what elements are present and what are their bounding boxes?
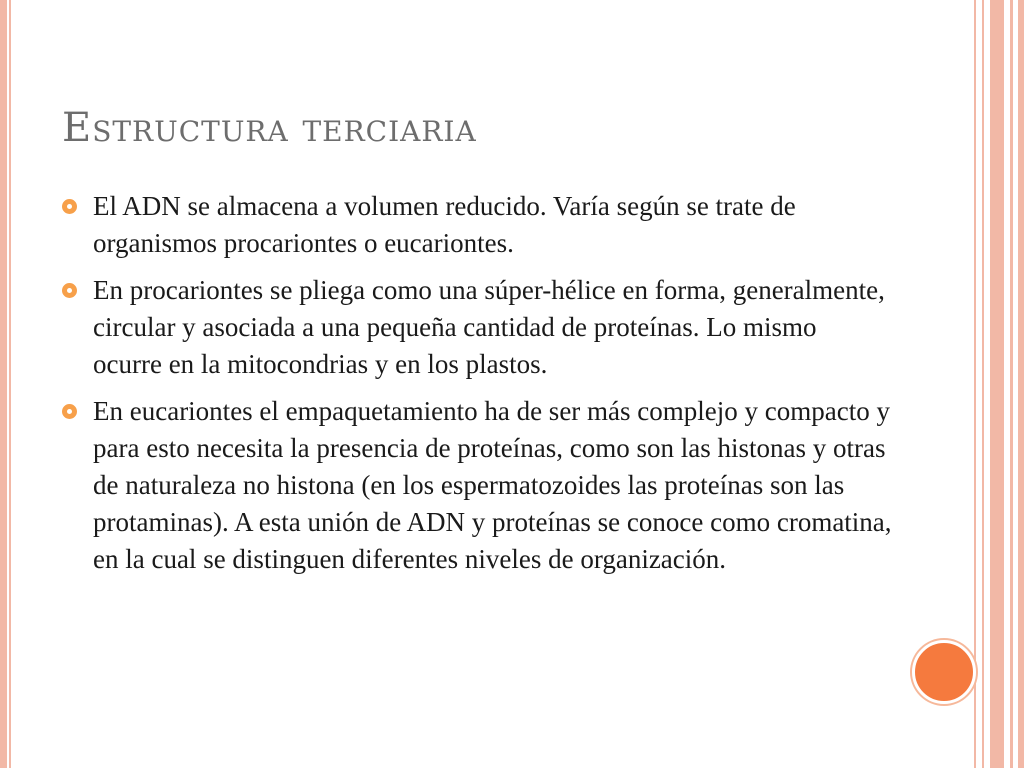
decorative-stripe [990,0,1004,768]
bullet-text: El ADN se almacena a volumen reducido. Varía según se trate de organismos procariontes o eucariontes. [93,191,796,258]
decorative-stripe [974,0,976,768]
bullet-text: En eucariontes el empaquetamiento ha de ser más complejo y compacto y para esto necesita la presencia de proteínas, como son las histonas y otras de naturaleza no histona (en los espermatozoides las proteínas son las protaminas). A esta unión de ADN y proteínas se conoce como cromatina, en la cual se distinguen diferentes niveles de organización. [93,396,892,574]
left-decorative-rule [0,0,11,768]
bullet-item [62,188,892,262]
decorative-stripe [982,0,984,768]
decorative-orange-circle [912,640,976,704]
bullet-text: En procariontes se pliega como una súper-hélice en forma, generalmente, circular y asociada a una pequeña cantidad de proteínas. Lo mismo ocurre en la mitocondrias y en los plastos. [93,275,885,379]
circle-bullet-icon [62,199,77,214]
circle-bullet-icon [62,283,77,298]
right-decorative-rules [974,0,1024,768]
decorative-stripe [1010,0,1013,768]
bullet-list [62,188,892,588]
slide-title: Estructura terciaria [62,105,477,151]
decorative-stripe [1018,0,1024,768]
circle-bullet-icon [62,404,77,419]
bullet-item [62,272,892,383]
bullet-item [62,393,892,578]
